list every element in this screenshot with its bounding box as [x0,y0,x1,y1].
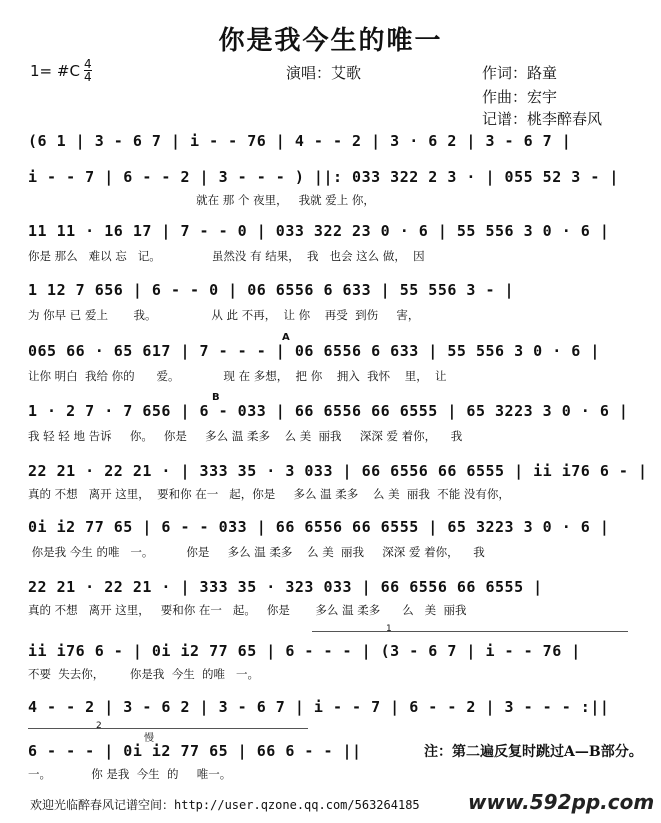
site-watermark: www.592pp.com [468,790,655,814]
volta-2-bracket [28,728,308,729]
notation-line: 4 - - 2 | 3 - 6 2 | 3 - 6 7 | i - - 7 | 6 - - 2 | 3 - - - :|| [28,698,610,716]
tempo-slow-mark: 慢 [144,733,154,744]
lyric-line: 就在 那 个 夜里， 我就 爱上 你， [28,193,375,207]
composer-credit: 作曲：宏宇 [482,88,558,106]
transcriber-credit: 记谱：桃李醉春风 [482,110,603,128]
time-signature [84,58,92,83]
key-signature: 1= #C [30,62,80,80]
lyric-line: 真的 不想 离开 这里， 要和你 在一 起。 你是 多么 温 柔多 么 美 丽我 [28,603,467,617]
notation-line: 0i i2 77 65 | 6 - - 033 | 66 6556 66 6555 | 65 3223 3 0 · 6 | [28,518,610,536]
time-numerator: 4 [84,57,92,71]
lyric-line: 真的 不想 离开 这里， 要和你 在一 起，你是 多么 温 柔多 么 美 丽我 不能 没有你， [28,487,510,501]
singer-credit: 演唱：艾歌 [286,64,362,82]
notation-line: 22 21 · 22 21 · | 333 35 · 323 033 | 66 6556 66 6555 | [28,578,543,596]
lyric-line: 为 你早 已 爱上 我。 从 此 不再， 让 你 再受 到伤 害， [28,308,420,322]
lyric-line: 不要 失去你， 你是我 今生 的唯 一。 [28,667,259,681]
notation-line: 1 12 7 656 | 6 - - 0 | 06 6556 6 633 | 55 556 3 - | [28,281,515,299]
notation-line: 11 11 · 16 17 | 7 - - 0 | 033 322 23 0 · 6 | 55 556 3 0 · 6 | [28,222,610,240]
song-title: 你是我今生的唯一 [218,26,443,56]
segment-mark-b: B [212,392,220,403]
time-denominator: 4 [84,70,92,84]
notation-line: ii i76 6 - | 0i i2 77 65 | 6 - - - | (3 - 6 7 | i - - 76 | [28,642,581,660]
volta-1-bracket [312,631,628,632]
notation-line: (6 1 | 3 - 6 7 | i - - 76 | 4 - - 2 | 3 · 6 2 | 3 - 6 7 | [28,132,572,150]
lyric-line: 让你 明白 我给 你的 爱。 现 在 多想， 把 你 拥入 我怀 里， 让 [28,369,447,383]
notation-line: 6 - - - | 0i i2 77 65 | 66 6 - - || [28,742,362,760]
lyric-line: 我 轻 轻 地 告诉 你。 你是 多么 温 柔多 么 美 丽我 深深 爱 着你， 我 [28,429,463,443]
lyric-line: 一。 你 是我 今生 的 唯一。 [28,767,232,781]
volta-2-label: 2 [96,721,102,731]
repeat-instruction: 注：第二遍反复时跳过A—B部分。 [424,744,643,760]
volta-1-label: 1 [386,624,392,634]
notation-line: 1 · 2 7 · 7 656 | 6 - 033 | 66 6556 66 6555 | 65 3223 3 0 · 6 | [28,402,629,420]
notation-line: 22 21 · 22 21 · | 333 35 · 3 033 | 66 6556 66 6555 | ii i76 6 - | [28,462,648,480]
lyric-line: 你是 那么 难以 忘 记。 虽然没 有 结果， 我 也会 这么 做， 因 [28,249,425,263]
lyric-line: 你是我 今生 的唯 一。 你是 多么 温 柔多 么 美 丽我 深深 爱 着你， 我 [28,545,485,559]
segment-mark-a: A [282,332,290,343]
notation-line: 065 66 · 65 617 | 7 - - - | 06 6556 6 633 | 55 556 3 0 · 6 | [28,342,600,360]
lyricist-credit: 作词：路童 [482,64,558,82]
notation-line: i - - 7 | 6 - - 2 | 3 - - - ) ||: 033 322 2 3 · | 055 52 3 - | [28,168,619,186]
footer-credit: 欢迎光临醉春风记谱空间：http://user.qzone.qq.com/563264185 [30,798,420,812]
